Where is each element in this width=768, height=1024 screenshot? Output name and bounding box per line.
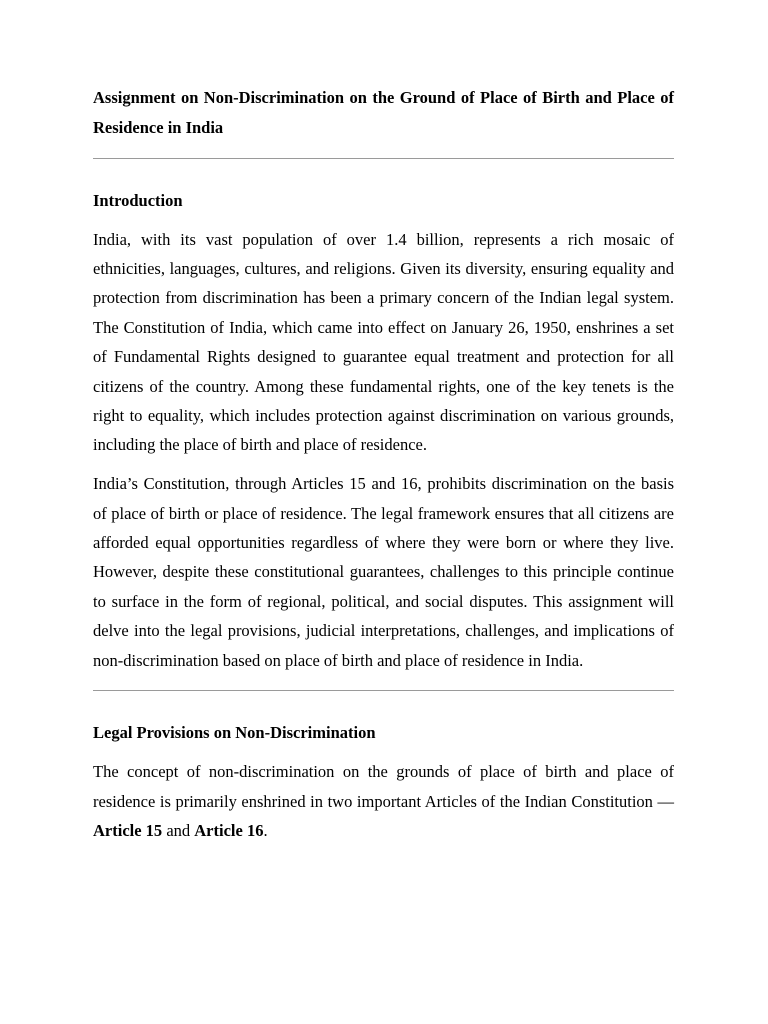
section-divider bbox=[93, 690, 674, 691]
article-16-emphasis: Article 16 bbox=[194, 820, 264, 840]
document-title: Assignment on Non-Discrimination on the Ground of Place of Birth and Place of Residence in India bbox=[93, 88, 674, 137]
paragraph-text: The concept of non-discrimination on the grounds of place of birth and place of residence is primarily enshrined in two important Articles of the Indian Constitution — bbox=[93, 762, 674, 811]
section-heading-legal-provisions: Legal Provisions on Non-Discrimination bbox=[93, 723, 376, 743]
intro-paragraph-2: India’s Constitution, through Articles 15 and 16, prohibits discrimination on the basis of place of birth or place of residence. The legal framework ensures that all citizens are afforded equal opportunities regardless of where they were born or where they live. However, despite these constitutional guarantees, challenges to this principle continue to surface in the form of regional, political, and social disputes. This assignment will delve into the legal provisions, judicial interpretations, challenges, and implications of non-discrimination based on place of birth and place of residence in India. bbox=[93, 474, 674, 670]
section-heading-introduction: Introduction bbox=[93, 191, 183, 210]
document-page bbox=[93, 83, 674, 845]
paragraph-text: . bbox=[263, 820, 268, 840]
section-divider bbox=[93, 158, 674, 159]
article-15-emphasis: Article 15 bbox=[93, 820, 163, 840]
legal-provisions-paragraph bbox=[93, 757, 674, 845]
intro-paragraph-1: India, with its vast population of over 1.4 billion, represents a rich mosaic of ethnicities, languages, cultures, and religions. Given its diversity, ensuring equality and protection from discrimination has been a primary concern of the Indian legal system. The Constitution of India, which came into effect on January 26, 1950, enshrines a set of Fundamental Rights designed to guarantee equal treatment and protection for all citizens of the country. Among these fundamental rights, one of the key tenets is the right to equality, which includes protection against discrimination on various grounds, including the place of birth and place of residence. bbox=[93, 229, 674, 455]
paragraph-text: and bbox=[162, 820, 195, 840]
